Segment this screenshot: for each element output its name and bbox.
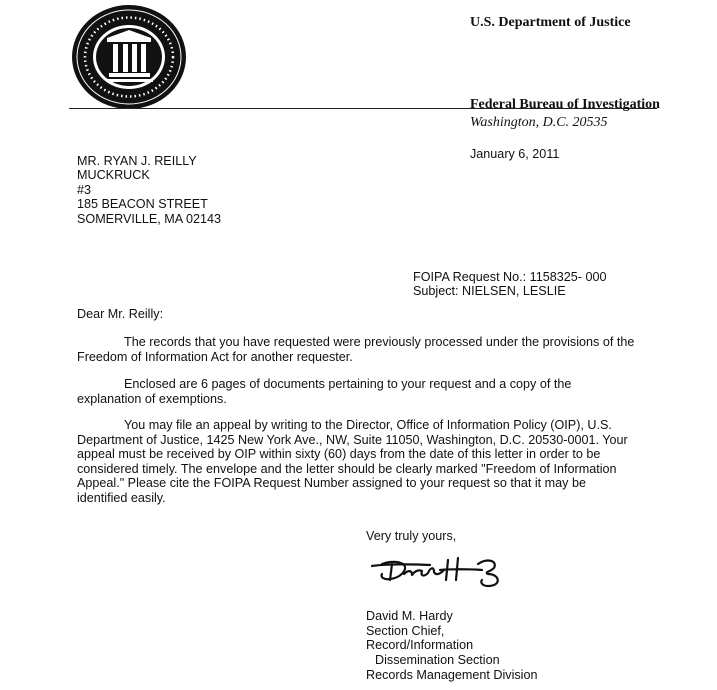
address-line: MUCKRUCK [77, 168, 150, 183]
body-paragraph [77, 335, 637, 364]
bureau-name: Federal Bureau of Investigation [470, 97, 660, 112]
signer-unit: Record/Information [366, 638, 474, 653]
letter-date: January 6, 2011 [470, 147, 560, 161]
signer-division: Records Management Division [366, 667, 538, 682]
request-subject: Subject: NIELSEN, LESLIE [413, 284, 566, 298]
bureau-location: Washington, D.C. 20535 [470, 115, 608, 130]
signer-title: Section Chief, [366, 623, 445, 638]
paragraph-text: You may file an appeal by writing to the Director, Office of Information Policy (OIP), U.S. Department of Justice, 1425 New York Ave., NW, Suite 11050, Washington, D.C. 20530-0001. Your appeal must be received by OIP within sixty (60) days from the date of this letter in order to be considered timely. The envelope and the letter should be clearly marked "Freedom of Information Appeal." Please cite the FOIPA Request Number assigned to your request so that it may be identified easily. [77, 418, 628, 505]
signer-name: David M. Hardy [366, 609, 453, 623]
request-number: FOIPA Request No.: 1158325- 000 [413, 270, 607, 284]
paragraph-text: The records that you have requested were previously processed under the provisions of the Freedom of Information Act for another requester. [77, 335, 635, 364]
address-line: MR. RYAN J. REILLY [77, 154, 197, 168]
signer-unit: Dissemination Section [375, 653, 500, 668]
address-line: #3 [77, 182, 92, 197]
body-paragraph [77, 418, 637, 505]
reference-block [413, 270, 606, 298]
signature-block [366, 609, 538, 682]
address-line: 185 BEACON STREET [77, 197, 208, 212]
closing: Very truly yours, [366, 529, 457, 543]
fbi-seal-icon [71, 4, 187, 110]
address-line: SOMERVILLE, MA 02143 [77, 211, 221, 226]
recipient-address [77, 154, 221, 226]
paragraph-text: Enclosed are 6 pages of documents pertaining to your request and a copy of the explanation of exemptions. [77, 377, 572, 406]
body-paragraph [77, 377, 637, 406]
department-name: U.S. Department of Justice [470, 15, 631, 30]
handwritten-signature [370, 552, 530, 592]
salutation: Dear Mr. Reilly: [77, 307, 164, 321]
